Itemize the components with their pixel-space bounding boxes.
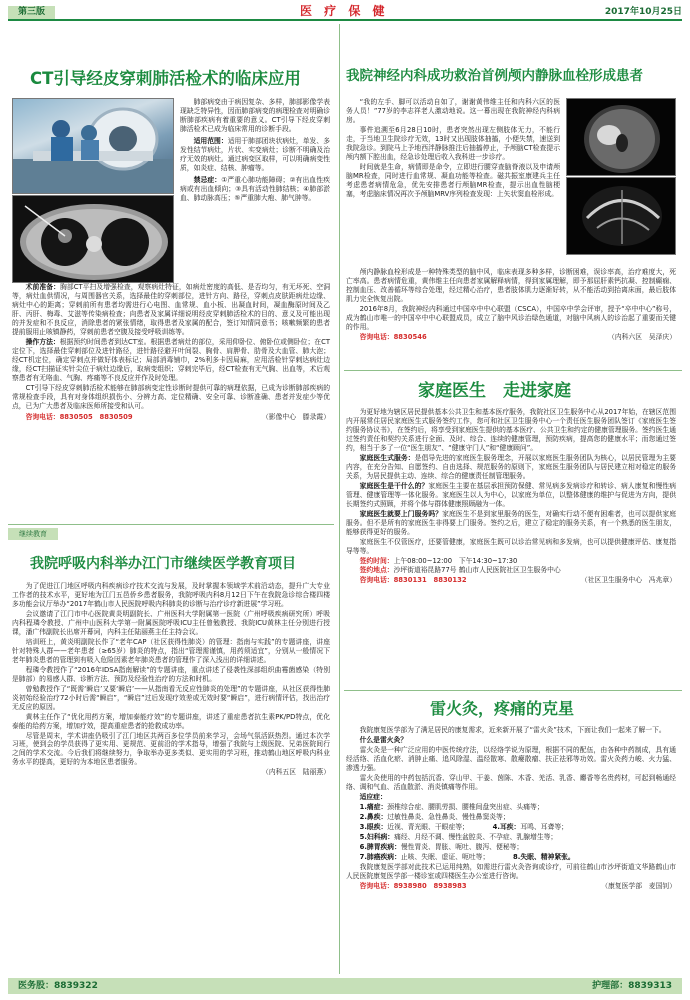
stroke-para-5: 2016年8月，我院神经内科通过中国卒中中心联盟（CSCA），中国卒中学会评审，授予“卒中中心”称号，成为鹤山市唯一的中国卒中中心联盟成员，成立了脑中风诊治绿色通道，对脑中风病人的诊治起了重要而关键的作用。 [346, 304, 676, 331]
family-q3-text: 家庭医生不是到家里服务的医生，对确实行动不便有困难者，也可以提供家庭服务。但不是所有的家庭医生非得要上门服务。签约之后，建立了稳定的服务关系，有一个熟悉的医生朋友，能够获得更好的服务。 [346, 509, 676, 536]
use-2-label: 2.鼻疾： [359, 812, 388, 821]
use-6-text: 慢性胃炎、胃胀、呃吐、腹泻、便秘等； [400, 842, 524, 851]
education-body [12, 582, 330, 778]
use-2-text: 过敏性鼻炎、急性鼻炎、慢性鼻窦炎等； [387, 812, 510, 821]
section-title: 医 疗 保 健 [300, 4, 389, 18]
family-q1-text: 是倡导先进的家庭医生服务理念，开展以家庭医生服务团队为核心，以居民管理为主要内容，在充分告知、自愿签约、自由选择、规范服务的原则下，家庭医生服务团队与居民建立相对稳定的服务关系，为居民提供主动、连续、综合的健康责任制管理服务。 [346, 453, 677, 480]
family-place-label: 签约地点： [359, 566, 394, 575]
education-credit: （内科五区 陆丽燕） [262, 768, 330, 777]
education-para-2: 会议邀请了江门市中心医院黄炎明副院长、广州医科大学附属第一医院（广州呼吸疾病研究所）呼吸内科程璘令教授、广州中山医科大学第一附属医院呼吸ICU主任曾勉教授、我院ICU黄林主任分别进行授课，潘广伟副院长出席开幕词，内科主任陆丽燕主任主持会议。 [12, 609, 330, 636]
family-credit: （社区卫生服务中心 冯兆章） [580, 576, 676, 585]
ct-scan-photo [12, 195, 174, 283]
ct-intro-text: 肺部病变由于病因复杂、多样，肺部影像学表现缺乏特异性，因而肺部病变的病理检查对明确诊断肺部疾病有着重要的意义。CT引导下经皮穿刺肺活检术已成为临床常用的诊断手段。 [180, 98, 330, 133]
education-para-6: 黄林主任作了“优化用药方案，增加泰能疗效”的专题讲座，讲述了重症患者抗生素PK/PD特点，优化泰能的给药方案，增加疗效，提高重症患者的抢救成功率。 [12, 712, 330, 730]
use-8-label: 8.失眠、精神紧张。 [513, 852, 575, 861]
stroke-phone: 8830546 [393, 332, 427, 341]
column-divider [339, 24, 340, 974]
education-para-3: 培训班上，黄炎明副院长作了“老年CAP（社区获得性肺炎）的管理：指南与实践”的专题讲座，讲座针对特殊人群——老年患者（≥65岁）肺炎的特点，指出“管理需谨慎，用药须适宜”，分别从一般情况下老年肺炎患者的管理到有吸入危险因素老年肺炎患者的管理作了深入浅出的详细讲述。 [12, 637, 330, 664]
family-q4-text: 家庭医生不仅管医疗，还要管健康，家庭医生既可以诊治常见病和多发病，也可以提供健康评估、康复指导等等。 [346, 537, 676, 555]
education-para-4: 程璘令教授作了“2016年IDSA指南解读”的专题讲座，重点讲述了侵袭性深部组织曲霉菌感染（特别是肺部）的易感人群、诊断方法、预防及经验性治疗的方法和时机。 [12, 665, 330, 683]
moxa-q-label: 什么是雷火灸？ [359, 735, 408, 744]
use-5-text: 痛经、月经不调、慢性盆腔炎、不孕症、乳腺增生等； [394, 832, 558, 841]
ct-pre-text: 胸部CT平扫及增强检查，观察病灶特征，如病灶密度的高低、是否均匀，有无坏死、空洞等，病灶血供情况，与周围器官关系，选择最佳的穿刺部位，进针方向、路径，穿刺点皮肤距病灶边缘、病灶中心的距离；穿刺前所有患者均需进行心电图、血常规、血小板、出凝血时间，凝血酶原时间及乙肝、丙肝、梅毒、艾滋等传染病检查；向患者及家属详细说明经皮穿刺肺活检术的目的、意义及可能出现的并发症和不良反应，消除患者的紧张情绪，取得患者及家属的配合，签订知情同意书；咳嗽频繁的患者提前服用止咳镇静药，穿刺前患者空腹及接受呼吸训练等。 [12, 283, 331, 336]
family-phone: 8830131 8830132 [393, 576, 467, 585]
ct-room-illustration [13, 99, 174, 194]
use-7-text: 止咳、失眠、虚证、呃吐等； [400, 852, 486, 861]
family-q1-label: 家庭医生式服务： [359, 453, 415, 462]
use-6-label: 6.脾胃疾病： [359, 842, 401, 851]
ct-contra-label: 禁忌症： [193, 175, 222, 184]
ct-scan-illustration [13, 196, 174, 283]
family-time-label: 签约时间： [359, 556, 394, 565]
stroke-para-3: 时间就是生命，病情即是命令，立即进行腰穿查脑脊液以及申请颅脑MR检查，同时进行血常规、凝血功能等检查。磁共振室康建兵主任考虑患者病情危急，优先安排患者行颅脑MR检查，提示出血性脑梗塞，考虑脑床情况再次予颅脑MRV序列检查发现：上矢状窦血栓形成。 [346, 162, 560, 198]
ct-pre-label: 术前准备： [25, 283, 60, 291]
moxa-article-title: 雷火灸，疼痛的克星 [430, 699, 575, 718]
brain-mrv-image [566, 177, 676, 255]
family-q2-text: 家庭医生主要在基层承担预防保健、常见病多发病诊疗和转诊、病人康复和慢性病管理、健康管理等一体化服务。家庭医生以人为中心，以家庭为单位，以整体健康的维护与促进为方向，提供长期签约式照顾，并将个体与群体健康照顾融为一体。 [346, 481, 677, 508]
brain-mrv-illustration [567, 178, 676, 255]
moxa-q-text: 雷火灸是一种广泛应用的中医传统疗法，以经络学说为原理，根据不同的配伍，由各种中药制成，具有通经活络、活血化瘀、消肿止痛、追风除湿、温经散寒、散瘿散瘤、扶正祛邪等功效。雷火灸药力峻、火力猛、渗透力强。 [346, 745, 676, 772]
ct-body [12, 282, 330, 423]
family-phone-label: 咨询电话： [359, 576, 394, 585]
family-place: 沙坪街道裕昆路77号 鹤山市人民医院社区卫生服务中心 [393, 566, 561, 575]
education-para-7: 尽管是周末，学术讲座仍吸引了江门地区共两百多位学员前来学习，会场气氛活跃热烈。通过本次学习班，使到会的学员获得了更实用、更规范、更前沿的学术指导，增强了我院与上级医院、兄弟医院间行之间的学术交流。今后我们将继续努力，争取举办更多类似、更实用的学习班，推动鹤山地区呼吸内科业务水平的提高，更好的为本地区患者服务。 [12, 731, 330, 767]
stroke-credit: （内科六区 吴泽庆） [608, 332, 676, 341]
stroke-body-bottom [346, 268, 676, 343]
moxa-phone: 8938980 8938983 [393, 881, 467, 890]
family-body [346, 408, 676, 586]
stroke-para-4: 颅内静脉血栓形成是一种特殊类型的脑中风，临床表现多种多样，诊断困难，误诊率高，治疗难度大，死亡率高。患者病情危重，黄伟维主任向患者家属解释病情，得到家属理解，即予那屈肝素钙抗凝、控制癫痫、控制血压、改善循环等综合处理，经过精心治疗，患者肢体肌力逐渐好转，从不能活动到抬离床面，最后肢体肌力完全恢复出院。 [346, 268, 676, 303]
footer-right-contact: 护理部：8839313 [592, 981, 672, 991]
ct-indication-label: 适用范围： [193, 136, 228, 145]
left-section-rule [8, 524, 334, 525]
ct-phone: 8830505 8830509 [59, 412, 133, 421]
family-time: 上午08:00~12:00 下午14:30~17:30 [393, 556, 518, 565]
ct-closing: CT引导下经皮穿刺肺活检术能够在肺部病变定性诊断时提供可靠的病理依据，已成为诊断肺部疾病的常规检查手段，具有对身体组织损伤小、分辨力高、定位精确、安全可靠、诊断准确、患者并发症少等优点，已为广大患者及临床医师所接受和认可。 [12, 383, 330, 410]
use-3-text: 近视、青光眼、干眼症等； [387, 822, 466, 831]
ct-article-title: CT引导经皮穿刺肺活检术的临床应用 [30, 69, 301, 88]
stroke-body-top [346, 98, 560, 200]
education-para-5: 曾勉教授作了“既需‘瞬启’又要‘瞬启’——从指南看无反应性肺炎的处理”的专题讲座，从社区获得性肺炎初始经验治疗72小时后需“瞬启”，“瞬启”过后发现疗效差或无效时要“瞬启”，进行病情评估，找出治疗无反应的原因。 [12, 684, 330, 711]
education-tag: 继续教育 [8, 528, 58, 540]
footer-left-contact: 医务股：8839322 [18, 981, 98, 991]
ct-op-label: 操作方法： [25, 337, 60, 346]
ct-op-text: 根据预约时间患者到达CT室。根据患者病灶的部位，采用仰卧位、俯卧位或侧卧位；在CT定位下，选择最佳穿刺部位及进针路径，进针路径避开叶间裂、胸骨、肩胛骨、肋骨及大血管、肺大泡；经CT机定位，确定穿刺点并做好体表标记；局部消毒铺巾，2%利多卡因局麻，应用活检针穿刺达病灶边缘，经CT扫描证实针尖位于病灶边缘后，取病变组织；穿刺完毕后，经CT检查有无气胸、出血等，术后观察患者有无咯血、气胸、疼痛等不良反应并作及时处理。 [12, 337, 331, 382]
use-1-label: 1.痛症： [359, 802, 388, 811]
issue-date: 2017年10月25日 [604, 7, 682, 17]
stroke-para-1: “我的左手、脚可以活动自如了，谢谢黄伟维主任和内科六区的医务人员！”77岁的李志祥老人激动地说。这一幕出现在我院神经内科病房。 [346, 98, 560, 124]
page-header [8, 6, 682, 21]
right-section-rule-1 [344, 370, 682, 371]
moxa-q2-text: 雷火灸使用的中药包括沉香、穿山甲、干姜、茵陈、木香、羌活、乳香、麝香等名贵药材，可起到畅通经络、调和气血、活血散淤、消炎镇痛等作用。 [346, 773, 676, 791]
ct-indication-text: 适用于肺部团块状病灶，单发、多发性结节病灶，片状、实变病灶；诊断不明确及治疗无效的病灶。通过病变区取样，可以明确病变性质，如炎症、结核、肿瘤等。 [180, 136, 331, 172]
brain-mri-axial [566, 98, 676, 176]
stroke-article-title: 我院神经内科成功救治首例颅内静脉血栓形成患者 [346, 68, 643, 84]
family-article-title: 家庭医生 走进家庭 [418, 381, 571, 401]
moxa-phone-label: 咨询电话： [359, 881, 394, 890]
moxa-para-3: 我院康复医学部对此技术已运用纯熟，如需进行雷火灸咨询或诊疗，可前往鹤山市沙坪街道文华路鹤山市人民医院康复医学部一楼诊室或四楼医生办公室进行咨询。 [346, 862, 676, 880]
moxa-body [346, 726, 676, 891]
use-4-label: 4.耳疾： [492, 822, 521, 831]
ct-credit: （影像中心 滕录霞） [262, 412, 330, 421]
family-q2-label: 家庭医生是干什么的？ [359, 481, 429, 490]
stroke-phone-label: 咨询电话： [359, 332, 394, 341]
ct-intro [180, 98, 330, 204]
family-para-1: 为更好地为辖区居民提供基本公共卫生和基本医疗服务，我院社区卫生服务中心从2017年始，在辖区范围内开展常住居民家庭医生式服务签约工作，您可和社区卫生服务中心一个责任医生服务团队签订《家庭医生签约服务协议书》，在签约后，将享受到家庭医生提供的基本医疗、公共卫生和约定的健康管理服务。签约医生通过签约责任和契约关系进行全面、及时、综合、连续的健康管理，预防疾病，提高您的健康水平；而您通过签约，相当于多了一位“医生朋友”、“健康守门人”和“健康顾问”。 [346, 408, 676, 452]
moxa-uses-label: 适应症： [359, 792, 387, 801]
moxa-credit: （康复医学部 麦国钊） [601, 881, 676, 890]
education-article-title: 我院呼吸内科举办江门市继续医学教育项目 [30, 556, 296, 572]
use-1-text: 颈椎综合症、腰肌劳损、腰椎间盘突出症、头痛等； [387, 802, 544, 811]
page-footer [8, 978, 682, 994]
family-q3-label: 家庭医生就要上门服务吗？ [359, 509, 443, 518]
stroke-para-2: 事件追溯至6月28日10时，患者突然出现左侧肢体无力，不能行走，于当地卫生院诊疗无效，13时又出现肢体抽搐，小便失禁，速送到我院急诊。到院马上予地西泮静脉推注后抽搐停止，予颅脑CT检查提示颅内额下腔出血，经急诊处理后收入我科进一步诊疗。 [346, 125, 560, 161]
right-section-rule-2 [344, 690, 682, 691]
use-7-label: 7.肺癌疾病： [359, 852, 401, 861]
ct-phone-label: 咨询电话： [25, 412, 60, 421]
ct-contra-text: ①严重心肺功能障碍；②有出血性疾病或有出血倾向；③具有活动性肺结核；④肺部淤血、肺动脉高压；⑤严重肺大疱、肺气肿等。 [180, 175, 331, 202]
education-para-1: 为了促进江门地区呼吸内科疾病诊疗技术交流与发展，及时掌握本领域学术前沿动态，提升广大专业工作者的技术水平，更好地为江门五邑侨乡患者服务，我院呼吸内科8月12日下午在我院急诊综合楼四楼多功能会议厅举办“2017年鹤山市人民医院呼吸内科肺炎的诊断与治疗诊疗新进展”学习班。 [12, 582, 330, 608]
use-5-label: 5.妇科病： [359, 832, 395, 841]
edition-badge: 第三版 [8, 6, 55, 19]
use-3-label: 3.眼疾： [359, 822, 388, 831]
ct-room-photo [12, 98, 174, 194]
brain-mri-axial-illustration [567, 99, 676, 176]
use-4-text: 耳鸣、耳聋等； [520, 822, 568, 831]
moxa-para-1: 我院康复医学部为了满足居民的康复需求，近来新开展了“雷火灸”技术，下面让我们一起来了解一下。 [359, 726, 666, 734]
